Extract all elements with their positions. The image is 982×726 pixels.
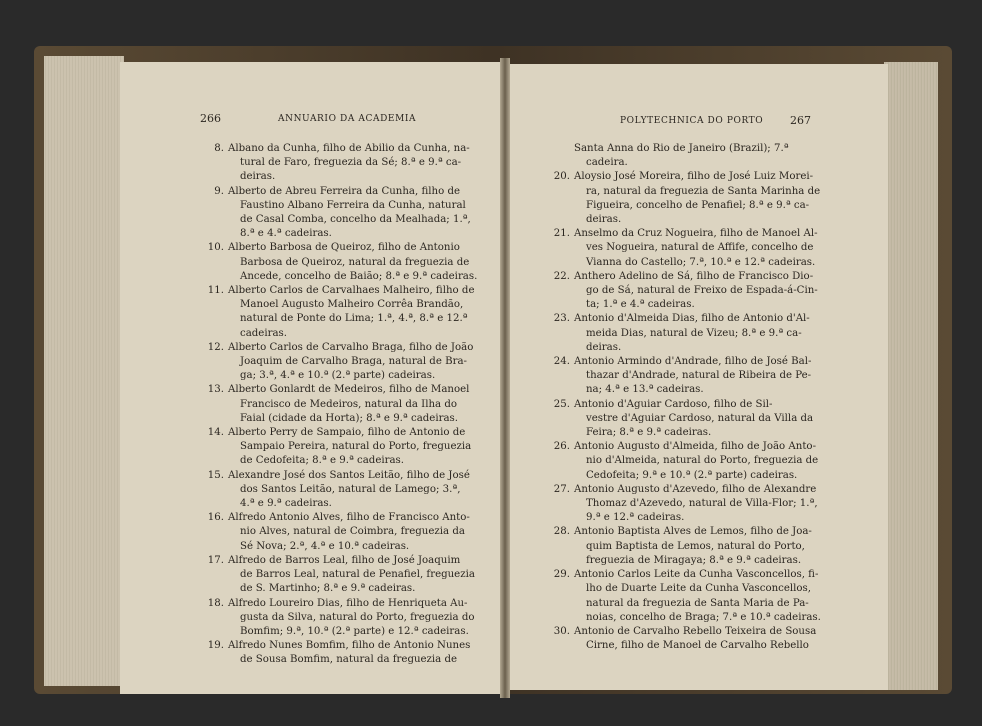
entry-line: natural da freguezia de Santa Maria de Pa- (586, 597, 809, 609)
entry-line: 9.ª e 12.ª cadeiras. (586, 512, 685, 524)
left-entry-list (198, 142, 496, 668)
book-gutter (500, 58, 510, 698)
entry-line: de Barros Leal, natural de Penafiel, freguezia (240, 569, 475, 581)
left-page-number: 266 (200, 112, 221, 125)
entry-line: Alberto de Abreu Ferreira da Cunha, filho de (228, 185, 461, 197)
entry (198, 142, 496, 185)
entry-line: deiras. (240, 171, 276, 183)
entry-line: Alfredo Loureiro Dias, filho de Henriqueta Au- (228, 597, 468, 609)
entry (544, 227, 854, 270)
entry-line: Antonio d'Almeida Dias, filho de Antonio d'Al- (574, 313, 810, 325)
entry-line: de S. Martinho; 8.ª e 9.ª cadeiras. (240, 583, 416, 595)
entry-line: nio Alves, natural de Coimbra, freguezia da (240, 526, 465, 538)
entry-line: 4.ª e 9.ª cadeiras. (240, 498, 332, 510)
entry-line: de Sousa Bomfim, natural da freguezia de (240, 654, 458, 666)
entry-line: ra, natural da freguezia de Santa Marinha de (586, 185, 821, 197)
entry-line: Antonio Augusto d'Azevedo, filho de Alexandre (574, 483, 817, 495)
entry-line: nio d'Almeida, natural do Porto, freguezia de (586, 455, 819, 467)
entry-line: Bomfim; 9.ª, 10.ª (2.ª parte) e 12.ª cadeiras. (240, 625, 469, 637)
entry-line: Antonio Armindo d'Andrade, filho de José Bal- (574, 356, 812, 368)
entry (198, 597, 496, 640)
entry-line: gusta da Silva, natural do Porto, freguezia do (240, 611, 475, 623)
right-page-number: 267 (790, 114, 811, 127)
entry-number: 26. (553, 441, 570, 453)
entry-line: Alfredo Nunes Bomfim, filho de Antonio Nunes (228, 640, 471, 652)
entry-line: Alberto Barbosa de Queiroz, filho de Antonio (228, 242, 460, 254)
entry-line: quim Baptista de Lemos, natural do Porto, (586, 540, 805, 552)
entry (198, 639, 496, 667)
entry-line: Vianna do Castello; 7.ª, 10.ª e 12.ª cadeiras. (586, 256, 816, 268)
entry-line: thazar d'Andrade, natural de Ribeira de Pe- (586, 370, 812, 382)
entry-number: 29. (553, 569, 570, 581)
entry-line: Alberto Carlos de Carvalhaes Malheiro, filho de (228, 285, 475, 297)
entry-line: Antonio d'Aguiar Cardoso, filho de Sil- (574, 398, 773, 410)
right-page (508, 64, 888, 690)
entry-line: dos Santos Leitão, natural de Lamego; 3.ª, (240, 483, 461, 495)
entry-line: tural de Faro, freguezia da Sé; 8.ª e 9.ª ca- (240, 157, 462, 169)
entry (544, 625, 854, 653)
left-page (120, 62, 502, 694)
entry-line: deiras. (586, 214, 622, 226)
entry-line: Cedofeita; 9.ª e 10.ª (2.ª parte) cadeiras. (586, 469, 798, 481)
entry-line: Alexandre José dos Santos Leitão, filho de José (228, 469, 470, 481)
entry-line: Figueira, concelho de Penafiel; 8.ª e 9.ª ca- (586, 199, 810, 211)
entry-line: Alberto Gonlardt de Medeiros, filho de Manoel (228, 384, 470, 396)
entry-line: cadeiras. (240, 327, 287, 339)
entry-line: natural de Ponte do Lima; 1.ª, 4.ª, 8.ª e 12.ª (240, 313, 468, 325)
entry-number: 18. (207, 597, 224, 609)
entry (544, 440, 854, 483)
entry (198, 185, 496, 242)
entry-line: Faial (cidade da Horta); 8.ª e 9.ª cadeiras. (240, 412, 458, 424)
entry-number: 9. (214, 185, 224, 197)
entry-number: 10. (207, 242, 224, 254)
entry (544, 270, 854, 313)
left-page-header: ANNUARIO DA ACADEMIA (278, 114, 417, 124)
entry-line: Sé Nova; 2.ª, 4.ª e 10.ª cadeiras. (240, 540, 410, 552)
entry-line: Feira; 8.ª e 9.ª cadeiras. (586, 427, 712, 439)
entry-line: Faustino Albano Ferreira da Cunha, natural (240, 199, 466, 211)
entry-number: 15. (207, 469, 224, 481)
entry-line: Antonio de Carvalho Rebello Teixeira de Sousa (574, 625, 817, 637)
entry-line: ga; 3.ª, 4.ª e 10.ª (2.ª parte) cadeiras. (240, 370, 436, 382)
entry-line: deiras. (586, 341, 622, 353)
entry-line: cadeira. (586, 157, 628, 169)
entry-number: 22. (553, 270, 570, 282)
entry (544, 170, 854, 227)
entry-line: de Cedofeita; 8.ª e 9.ª cadeiras. (240, 455, 405, 467)
entry-line: Thomaz d'Azevedo, natural de Villa-Flor; 1.ª, (586, 498, 818, 510)
entry (544, 525, 854, 568)
entry (198, 469, 496, 512)
left-page-edges (44, 56, 124, 686)
entry (198, 383, 496, 426)
entry-line: lho de Duarte Leite da Cunha Vasconcellos, (586, 583, 812, 595)
entry-line: Aloysio José Moreira, filho de José Luiz Morei- (574, 171, 814, 183)
entry-line: Alfredo de Barros Leal, filho de José Joaquim (228, 554, 461, 566)
entry-number: 14. (207, 427, 224, 439)
entry (198, 341, 496, 384)
entry-number: 13. (207, 384, 224, 396)
entry (198, 426, 496, 469)
entry-line: Antonio Carlos Leite da Cunha Vasconcellos, fi- (574, 569, 819, 581)
entry-line: Antonio Augusto d'Almeida, filho de João Anto- (574, 441, 817, 453)
entry-line: na; 4.ª e 13.ª cadeiras. (586, 384, 704, 396)
entry-number: 28. (553, 526, 570, 538)
entry-line: Barbosa de Queiroz, natural da freguezia de (240, 256, 470, 268)
entry-line: Antonio Baptista Alves de Lemos, filho de Joa- (574, 526, 812, 538)
entry-line: Alberto Carlos de Carvalho Braga, filho de João (228, 341, 474, 353)
entry-line: go de Sá, natural de Freixo de Espada-á-Cin- (586, 285, 818, 297)
entry-line: ta; 1.ª e 4.ª cadeiras. (586, 299, 695, 311)
entry (544, 355, 854, 398)
entry (198, 241, 496, 284)
entry-line: Sampaio Pereira, natural do Porto, freguezia (240, 441, 472, 453)
entry-number: 8. (214, 143, 224, 154)
entry (544, 568, 854, 625)
entry (544, 142, 854, 170)
entry-number: 16. (207, 512, 224, 524)
entry-line: vestre d'Aguiar Cardoso, natural da Villa da (586, 412, 814, 424)
entry-line: meida Dias, natural de Vizeu; 8.ª e 9.ª ca- (586, 327, 802, 339)
entry-line: Manoel Augusto Malheiro Corrêa Brandão, (240, 299, 464, 311)
entry-number: 30. (553, 625, 570, 637)
entry-line: Joaquim de Carvalho Braga, natural de Bra- (240, 356, 467, 368)
entry (198, 554, 496, 597)
entry-number: 24. (553, 356, 570, 368)
entry (198, 511, 496, 554)
entry-line: ves Nogueira, natural de Affife, concelho de (586, 242, 814, 254)
entry-line: Alfredo Antonio Alves, filho de Francisco Anto- (228, 512, 470, 524)
entry (544, 483, 854, 526)
entry-number: 25. (553, 398, 570, 410)
entry-number: 20. (553, 171, 570, 183)
right-entry-list (544, 142, 854, 653)
entry-line: Anselmo da Cruz Nogueira, filho de Manoel Al- (574, 228, 818, 240)
entry-line: Ancede, concelho de Baião; 8.ª e 9.ª cadeiras. (240, 270, 478, 282)
entry-number: 11. (207, 285, 224, 297)
entry-number: 21. (553, 228, 570, 240)
entry-number: 17. (207, 554, 224, 566)
entry-line: de Casal Comba, concelho da Mealhada; 1.ª, (240, 214, 471, 226)
entry-number: 19. (207, 640, 224, 652)
entry-line: Cirne, filho de Manoel de Carvalho Rebello (586, 640, 809, 652)
right-page-edges (884, 62, 938, 690)
entry-line: 8.ª e 4.ª cadeiras. (240, 228, 332, 240)
entry-line: Anthero Adelino de Sá, filho de Francisco Dio- (574, 270, 814, 282)
right-page-header: POLYTECHNICA DO PORTO (620, 116, 764, 126)
entry-line: freguezia de Miragaya; 8.ª e 9.ª cadeiras. (586, 554, 802, 566)
entry-line: noias, concelho de Braga; 7.ª e 10.ª cadeiras. (586, 611, 821, 623)
entry-number: 27. (553, 483, 570, 495)
entry-line: Francisco de Medeiros, natural da Ilha do (240, 398, 457, 410)
entry (544, 398, 854, 441)
entry-line: Alberto Perry de Sampaio, filho de Antonio de (228, 427, 466, 439)
entry (544, 312, 854, 355)
entry-number: 23. (553, 313, 570, 325)
entry (198, 284, 496, 341)
entry-line: Santa Anna do Rio de Janeiro (Brazil); 7.ª (574, 143, 789, 154)
entry-line: Albano da Cunha, filho de Abilio da Cunha, na- (228, 143, 470, 154)
entry-number: 12. (207, 341, 224, 353)
